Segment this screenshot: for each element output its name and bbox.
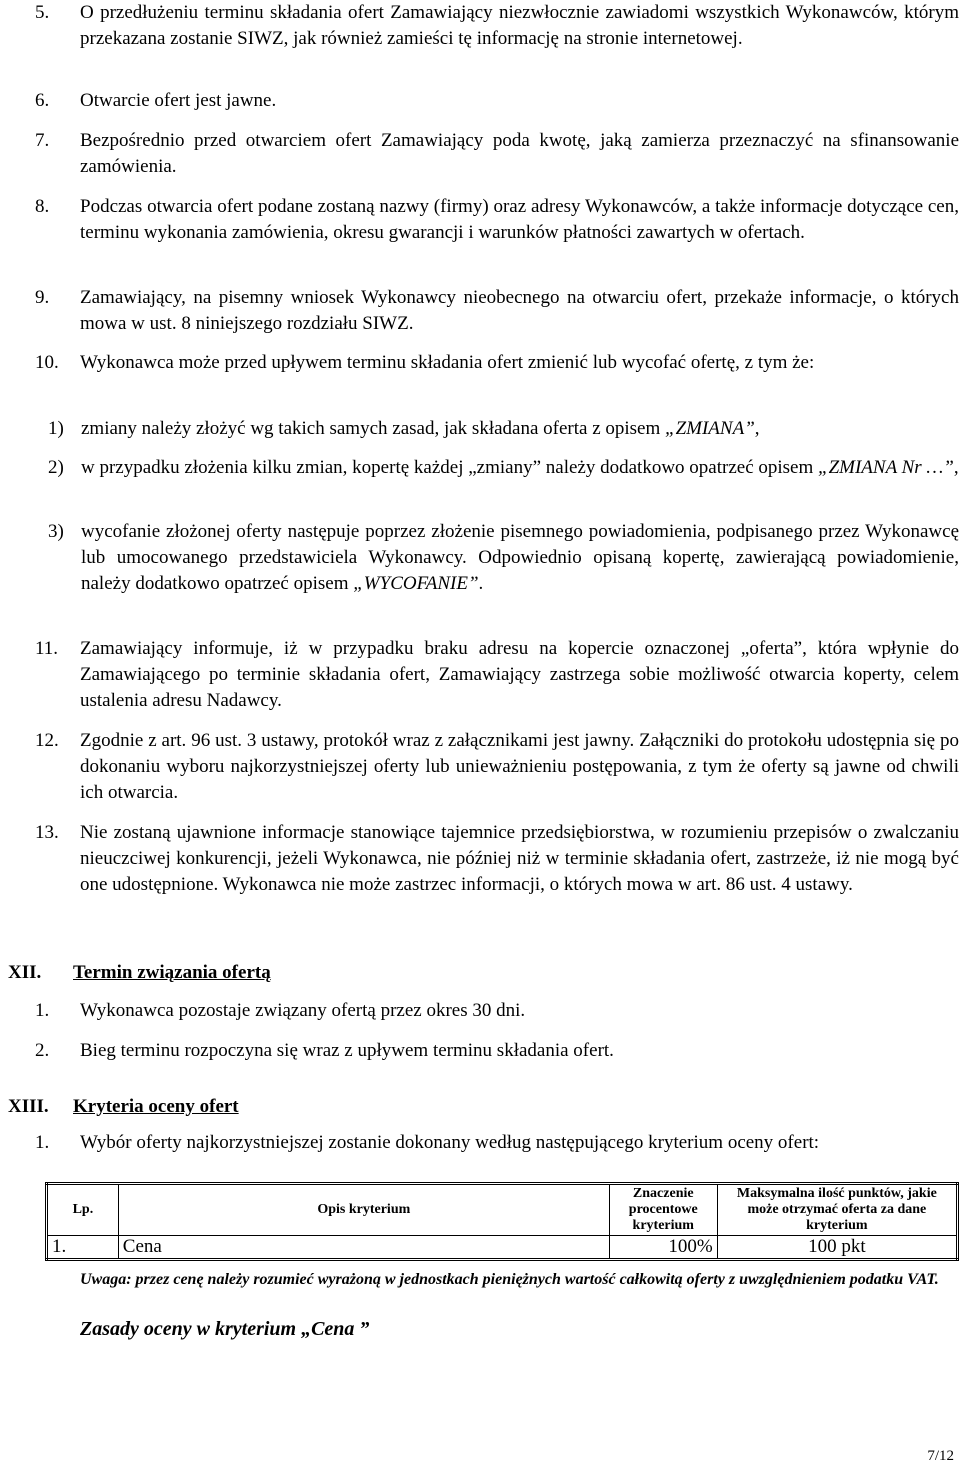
item-text: Zamawiający informuje, iż w przypadku braku adresu na kopercie oznaczonej „oferta”, która wpłynie do Zamawiającego po terminie składania ofert, Zamawiający zastrzega sobie możliwość otwarcia koperty, celem ustalenia adresu Nadawcy. bbox=[80, 638, 959, 711]
item-number: 11. bbox=[35, 638, 59, 659]
item-number: 6. bbox=[35, 90, 50, 111]
item-text: Bezpośrednio przed otwarciem ofert Zamawiający poda kwotę, jaką zamierza przeznaczyć na sfinansowanie zamówienia. bbox=[80, 130, 959, 177]
item-text: Otwarcie ofert jest jawne. bbox=[80, 90, 277, 111]
item-number: 9. bbox=[35, 287, 50, 308]
sub-item-2 bbox=[48, 455, 959, 481]
section-xii-item-2 bbox=[35, 1038, 959, 1064]
item-number: 1. bbox=[35, 1132, 50, 1153]
quoted-label: „ZMIANA” bbox=[665, 418, 755, 439]
section-number: XII. bbox=[8, 962, 42, 983]
page-number: 7/12 bbox=[927, 1448, 954, 1464]
section-title: Kryteria oceny ofert bbox=[73, 1096, 239, 1117]
item-text: O przedłużeniu terminu składania ofert Zamawiający niezwłocznie zawiadomi wszystkich Wykonawców, którym przekazana zostanie SIWZ, jak również zamieści tę informację na stronie internetowej. bbox=[80, 2, 959, 49]
sub-item-text: w przypadku złożenia kilku zmian, kopertę każdej „zmiany” należy dodatkowo opatrzeć opisem „ZMIANA Nr …”, bbox=[81, 457, 959, 478]
item-text: Bieg terminu rozpoczyna się wraz z upływem terminu składania ofert. bbox=[80, 1040, 614, 1061]
subsection-heading: Zasady oceny w kryterium „Cena ” bbox=[80, 1318, 370, 1340]
sub-item-number: 2) bbox=[48, 457, 64, 478]
item-number: 2. bbox=[35, 1040, 50, 1061]
list-item-8 bbox=[35, 194, 959, 246]
item-number: 8. bbox=[35, 196, 50, 217]
sub-item-number: 3) bbox=[48, 521, 64, 542]
list-item-10 bbox=[35, 350, 959, 376]
item-text: Zamawiający, na pisemny wniosek Wykonawcy nieobecnego na otwarciu ofert, przekaże informacje, o których mowa w ust. 8 niniejszego rozdziału SIWZ. bbox=[80, 287, 959, 334]
sub-item-text: wycofanie złożonej oferty następuje poprzez złożenie pisemnego powiadomienia, podpisanego przez Wykonawcę lub umocowanego przedstawiciela Wykonawcy. Odpowiednio opisaną kopertę, zawierającą powiadomienie, należy dodatkowo opatrzeć opisem „WYCOFANIE”. bbox=[81, 521, 959, 594]
list-item-6 bbox=[35, 88, 959, 114]
header-znaczenie: Znaczenie procentowe kryterium bbox=[609, 1184, 717, 1236]
list-item-9 bbox=[35, 285, 959, 337]
item-text: Zgodnie z art. 96 ust. 3 ustawy, protokół wraz z załącznikami jest jawny. Załączniki do protokołu udostępnia się po dokonaniu wyboru najkorzystniejszej oferty lub unieważnieniu postępowania, z tym że oferty są jawne od chwili ich otwarcia. bbox=[80, 730, 959, 803]
table-row bbox=[47, 1236, 958, 1260]
section-number: XIII. bbox=[8, 1096, 49, 1117]
table-header-row bbox=[47, 1184, 958, 1236]
item-number: 13. bbox=[35, 822, 59, 843]
item-number: 5. bbox=[35, 2, 50, 23]
cell-max-points: 100 pkt bbox=[717, 1236, 957, 1260]
section-xii-item-1 bbox=[35, 998, 959, 1024]
list-item-7 bbox=[35, 128, 959, 180]
sub-item-3 bbox=[48, 519, 959, 597]
item-number: 12. bbox=[35, 730, 59, 751]
item-number: 10. bbox=[35, 352, 59, 373]
sub-item-text: zmiany należy złożyć wg takich samych zasad, jak składana oferta z opisem „ZMIANA”, bbox=[81, 418, 760, 439]
list-item-13 bbox=[35, 820, 959, 898]
item-number: 1. bbox=[35, 1000, 50, 1021]
item-text: Wykonawca może przed upływem terminu składania ofert zmienić lub wycofać ofertę, z tym że: bbox=[80, 352, 815, 373]
sub-item-1 bbox=[48, 416, 959, 442]
section-title: Termin związania ofertą bbox=[73, 962, 271, 983]
list-item-11 bbox=[35, 636, 959, 714]
cell-znaczenie: 100% bbox=[609, 1236, 717, 1260]
list-item-12 bbox=[35, 728, 959, 806]
quoted-label: „WYCOFANIE” bbox=[353, 573, 479, 594]
table-note: Uwaga: przez cenę należy rozumieć wyrażoną w jednostkach pieniężnych wartość całkowitą oferty z uwzględnieniem podatku VAT. bbox=[80, 1271, 939, 1288]
item-text: Wybór oferty najkorzystniejszej zostanie dokonany według następującego kryterium oceny ofert: bbox=[80, 1132, 820, 1153]
sub-item-number: 1) bbox=[48, 418, 64, 439]
item-text: Podczas otwarcia ofert podane zostaną nazwy (firmy) oraz adresy Wykonawców, a także informacje dotyczące cen, terminu wykonania zamówienia, okresu gwarancji i warunków płatności zawartych w ofertach. bbox=[80, 196, 959, 243]
list-item-5 bbox=[35, 0, 959, 52]
item-text: Wykonawca pozostaje związany ofertą przez okres 30 dni. bbox=[80, 1000, 526, 1021]
cell-opis: Cena bbox=[118, 1236, 609, 1260]
cell-lp: 1. bbox=[47, 1236, 119, 1260]
header-lp: Lp. bbox=[47, 1184, 119, 1236]
item-number: 7. bbox=[35, 130, 50, 151]
quoted-label: „ZMIANA Nr …” bbox=[818, 457, 954, 478]
section-xiii-item-1 bbox=[35, 1130, 959, 1156]
header-opis: Opis kryterium bbox=[118, 1184, 609, 1236]
header-max-points: Maksymalna ilość punktów, jakie może otrzymać oferta za dane kryterium bbox=[717, 1184, 957, 1236]
item-text: Nie zostaną ujawnione informacje stanowiące tajemnice przedsiębiorstwa, w rozumieniu przepisów o zwalczaniu nieuczciwej konkurencji, jeżeli Wykonawca, nie później niż w terminie składania ofert, zastrzeże, iż nie mogą być one udostępnione. Wykonawca nie może zastrzec informacji, o których mowa w art. 86 ust. 4 ustawy. bbox=[80, 822, 959, 895]
criteria-table bbox=[45, 1182, 959, 1261]
